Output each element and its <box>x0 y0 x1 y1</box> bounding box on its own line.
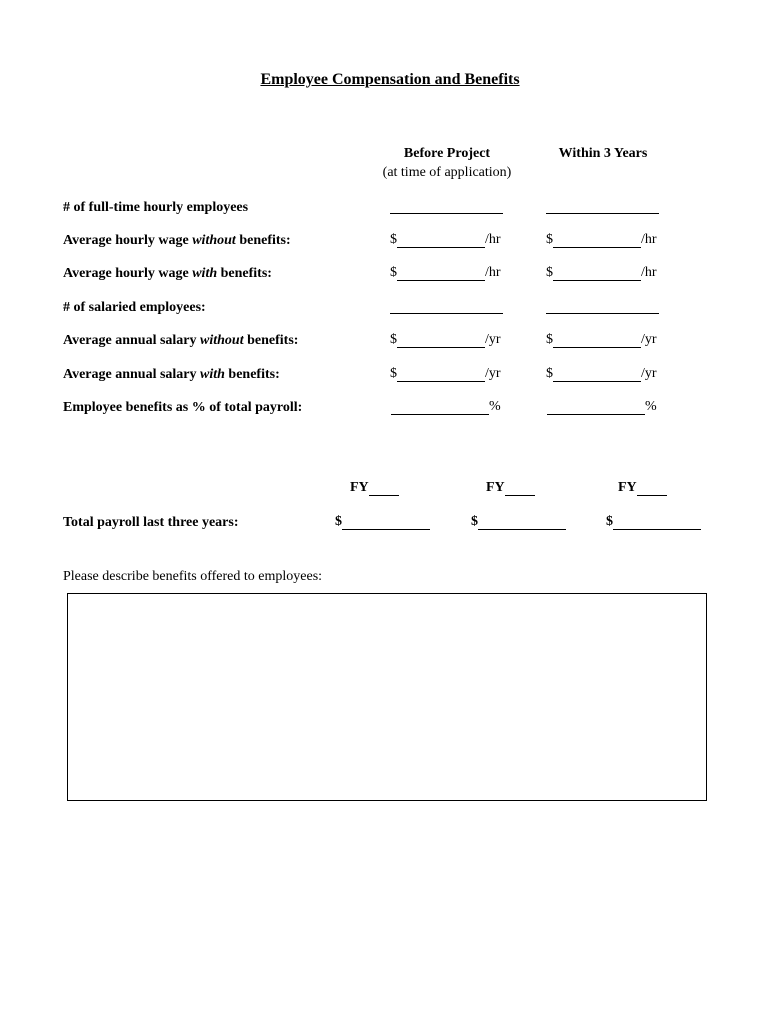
before-project-field[interactable] <box>391 399 501 415</box>
unit-suffix: % <box>645 399 657 414</box>
row-label-emphasis: with <box>192 266 218 281</box>
total-payroll-label: Total payroll last three years: <box>63 515 239 530</box>
benefits-description-box[interactable] <box>67 593 707 801</box>
before-project-subheader: (at time of application) <box>382 165 512 180</box>
entry-blank[interactable] <box>547 400 645 415</box>
within-3-years-field[interactable] <box>546 332 657 348</box>
dollar-sign: $ <box>546 232 553 247</box>
dollar-sign: $ <box>390 265 397 280</box>
unit-suffix: /hr <box>485 232 501 247</box>
payroll-field-1[interactable] <box>335 514 430 530</box>
payroll-field-3[interactable] <box>606 514 701 530</box>
row-label <box>63 300 206 316</box>
entry-blank[interactable] <box>397 333 485 348</box>
within-3-years-field[interactable] <box>546 265 657 281</box>
unit-suffix: /hr <box>641 265 657 280</box>
row-label-text: # of salaried employees: <box>63 300 206 315</box>
fy-blank[interactable] <box>505 481 535 496</box>
fy-label: FY <box>486 480 505 495</box>
before-project-field[interactable] <box>390 199 503 214</box>
row-label-emphasis: without <box>192 233 236 248</box>
unit-suffix: /hr <box>485 265 501 280</box>
row-label-text: # of full-time hourly employees <box>63 200 249 215</box>
dollar-sign: $ <box>471 514 478 529</box>
before-project-field[interactable] <box>390 299 503 314</box>
entry-blank[interactable] <box>397 233 485 248</box>
entry-blank[interactable] <box>553 333 641 348</box>
row-label-text: benefits: <box>217 266 272 281</box>
unit-suffix: /yr <box>485 332 501 347</box>
entry-blank[interactable] <box>397 367 485 382</box>
row-label-text: Employee benefits as % of total payroll: <box>63 400 303 415</box>
within-3-years-field[interactable] <box>546 299 659 314</box>
row-label-emphasis: without <box>200 333 244 348</box>
payroll-field-2[interactable] <box>471 514 566 530</box>
within-3-years-field[interactable] <box>546 366 657 382</box>
before-project-field[interactable] <box>390 366 501 382</box>
row-label-text: benefits: <box>235 233 291 248</box>
within-3-years-field[interactable] <box>546 199 659 214</box>
entry-blank[interactable] <box>397 266 485 281</box>
payroll-blank[interactable] <box>342 515 430 530</box>
describe-benefits-label: Please describe benefits offered to employees: <box>63 569 323 584</box>
row-label-text: benefits: <box>243 333 299 348</box>
unit-suffix: /yr <box>641 366 657 381</box>
payroll-blank[interactable] <box>478 515 566 530</box>
row-label <box>63 367 280 383</box>
row-label <box>63 333 298 349</box>
entry-blank[interactable] <box>546 199 659 214</box>
entry-blank[interactable] <box>391 400 489 415</box>
fy-blank[interactable] <box>369 481 399 496</box>
dollar-sign: $ <box>335 514 342 529</box>
fy-field-3[interactable] <box>618 480 667 496</box>
row-label <box>63 233 291 249</box>
dollar-sign: $ <box>390 366 397 381</box>
row-label-emphasis: with <box>200 367 225 382</box>
unit-suffix: % <box>489 399 501 414</box>
row-label-text: Average hourly wage <box>63 233 193 248</box>
row-label-text: Average hourly wage <box>63 266 193 281</box>
page-title: Employee Compensation and Benefits <box>260 71 520 88</box>
unit-suffix: /hr <box>641 232 657 247</box>
fy-label: FY <box>618 480 637 495</box>
fy-field-2[interactable] <box>486 480 535 496</box>
dollar-sign: $ <box>546 366 553 381</box>
before-project-field[interactable] <box>390 265 501 281</box>
entry-blank[interactable] <box>553 367 641 382</box>
entry-blank[interactable] <box>390 299 503 314</box>
within-3-years-field[interactable] <box>546 232 657 248</box>
before-project-field[interactable] <box>390 332 501 348</box>
entry-blank[interactable] <box>553 233 641 248</box>
unit-suffix: /yr <box>485 366 501 381</box>
dollar-sign: $ <box>606 514 613 529</box>
dollar-sign: $ <box>546 265 553 280</box>
row-label <box>63 266 272 282</box>
fy-field-1[interactable] <box>350 480 399 496</box>
before-project-header: Before Project <box>403 146 491 161</box>
entry-blank[interactable] <box>546 299 659 314</box>
before-project-field[interactable] <box>390 232 501 248</box>
payroll-blank[interactable] <box>613 515 701 530</box>
dollar-sign: $ <box>390 332 397 347</box>
row-label-text: Average annual salary <box>63 333 201 348</box>
row-label-text: benefits: <box>224 367 280 382</box>
unit-suffix: /yr <box>641 332 657 347</box>
fy-label: FY <box>350 480 369 495</box>
within-3-years-field[interactable] <box>547 399 657 415</box>
entry-blank[interactable] <box>390 199 503 214</box>
row-label <box>63 200 248 216</box>
row-label <box>63 400 302 416</box>
fy-blank[interactable] <box>637 481 667 496</box>
entry-blank[interactable] <box>553 266 641 281</box>
within-3-years-header: Within 3 Years <box>558 146 648 161</box>
dollar-sign: $ <box>390 232 397 247</box>
row-label-text: Average annual salary <box>63 367 201 382</box>
dollar-sign: $ <box>546 332 553 347</box>
